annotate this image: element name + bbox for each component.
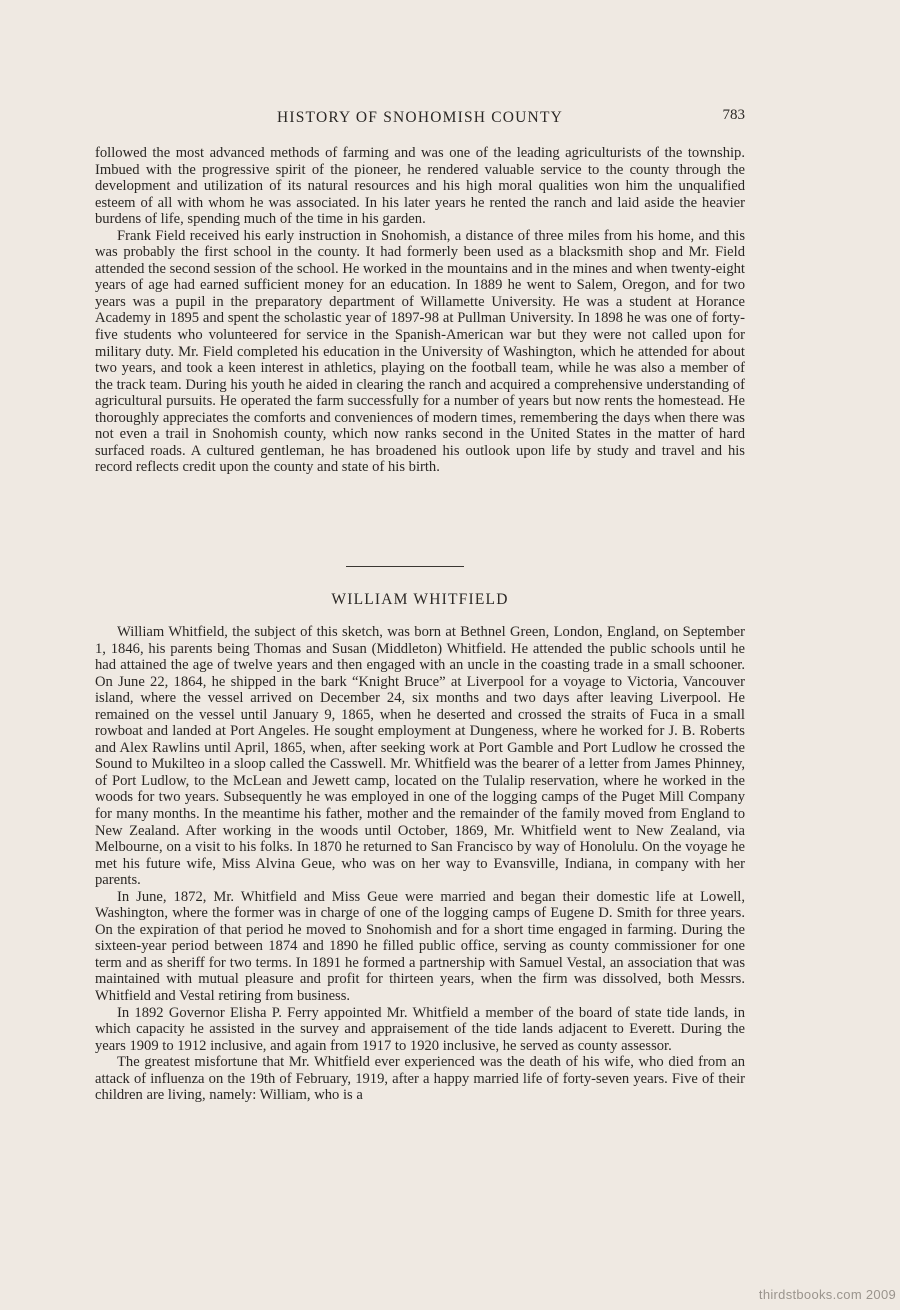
paragraph: Frank Field received his early instruction in Snohomish, a distance of three miles from his home, and this was probably the first school in the county. It had formerly been used as a blacksmith shop and Mr. Field attended the second session of the school. He worked in the mountains and in the mines and when twenty-eight years of age had earned sufficient money for an education. In 1889 he went to Salem, Oregon, and for two years was a pupil in the preparatory department of Willamette University. He was a student at Horance Academy in 1895 and spent the scholastic year of 1897-98 at Pullman University. In 1898 he was one of forty-five students who volunteered for service in the Spanish-American war but they were not called upon for military duty. Mr. Field completed his education in the University of Washington, which he attended for about two years, and took a keen interest in athletics, playing on the football team, while he was also a member of the track team. During his youth he aided in clearing the ranch and acquired a comprehensive understanding of agricultural pursuits. He operated the farm successfully for a number of years but now rents the homestead. He thoroughly appreciates the comforts and conveniences of modern times, remembering the days when there was not even a trail in Snohomish county, which now ranks second in the United States in the matter of hard surfaced roads. A cultured gentleman, he has broadened his outlook upon life by study and travel and his record reflects credit upon the county and state of his birth. — [95, 227, 745, 476]
section-divider — [346, 566, 464, 567]
watermark: thirdstbooks.com 2009 — [758, 1287, 896, 1302]
section-title: WILLIAM WHITFIELD — [331, 591, 509, 608]
paragraph: The greatest misfortune that Mr. Whitfield ever experienced was the death of his wife, who died from an attack of influenza on the 19th of February, 1919, after a happy married life of forty-seven years. Five of their children are living, namely: William, who is a — [95, 1054, 745, 1104]
running-title: HISTORY OF SNOHOMISH COUNTY — [276, 109, 564, 126]
text-block-william-whitfield — [95, 624, 745, 1104]
paragraph: In 1892 Governor Elisha P. Ferry appointed Mr. Whitfield a member of the board of state tide lands, in which capacity he assisted in the survey and appraisement of the tide lands adjacent to Everett. During the years 1909 to 1912 inclusive, and again from 1917 to 1920 inclusive, he served as county assessor. — [95, 1004, 745, 1054]
text-block-frank-field — [95, 145, 745, 476]
page-header — [95, 109, 745, 131]
page-number: 783 — [722, 107, 745, 123]
paragraph: followed the most advanced methods of farming and was one of the leading agriculturists of the township. Imbued with the progressive spirit of the pioneer, he rendered valuable service to the county through the development and utilization of its natural resources and his high moral qualities won him the unqualified esteem of all with whom he was associated. In his later years he rented the ranch and laid aside the heavier burdens of life, spending much of the time in his garden. — [95, 145, 745, 228]
paragraph: William Whitfield, the subject of this sketch, was born at Bethnel Green, London, England, on September 1, 1846, his parents being Thomas and Susan (Middleton) Whitfield. He attended the public schools until he had attained the age of twelve years and then engaged with an uncle in the coasting trade in a small schooner. On June 22, 1864, he shipped in the bark “Knight Bruce” at Liverpool for a voyage to Victoria, Vancouver island, where the vessel arrived on December 24, six months and two days after leaving Liverpool. He remained on the vessel until January 9, 1865, when he deserted and crossed the straits of Fuca in a small rowboat and landed at Port Angeles. He sought employment at Dungeness, where he worked for J. B. Roberts and Alex Rawlins until April, 1865, when, after seeking work at Port Gamble and Port Ludlow he crossed the Sound to Mukilteo in a sloop called the Casswell. Mr. Whitfield was the bearer of a letter from James Phinney, of Port Ludlow, to the McLean and Jewett camp, located on the Tulalip reservation, where he worked in the woods for two years. Subsequently he was employed in one of the logging camps of the Puget Mill Company for many months. In the meantime his father, mother and the remainder of the family moved from England to New Zealand. After working in the woods until October, 1869, Mr. Whitfield went to New Zealand, via Melbourne, on a visit to his folks. In 1870 he returned to San Francisco by way of Honolulu. On the voyage he met his future wife, Miss Alvina Geue, who was on her way to Evansville, Indiana, in company with her parents. — [95, 624, 745, 889]
paragraph: In June, 1872, Mr. Whitfield and Miss Geue were married and began their domestic life at Lowell, Washington, where the former was in charge of one of the logging camps of Eugene D. Smith for three years. On the expiration of that period he moved to Snohomish and for a short time engaged in farming. During the sixteen-year period between 1874 and 1890 he filled public office, serving as county commissioner for one term and as sheriff for two terms. In 1891 he formed a partnership with Samuel Vestal, an association that was maintained with mutual pleasure and profit for thirteen years, when the firm was dissolved, both Messrs. Whitfield and Vestal retiring from business. — [95, 888, 745, 1005]
